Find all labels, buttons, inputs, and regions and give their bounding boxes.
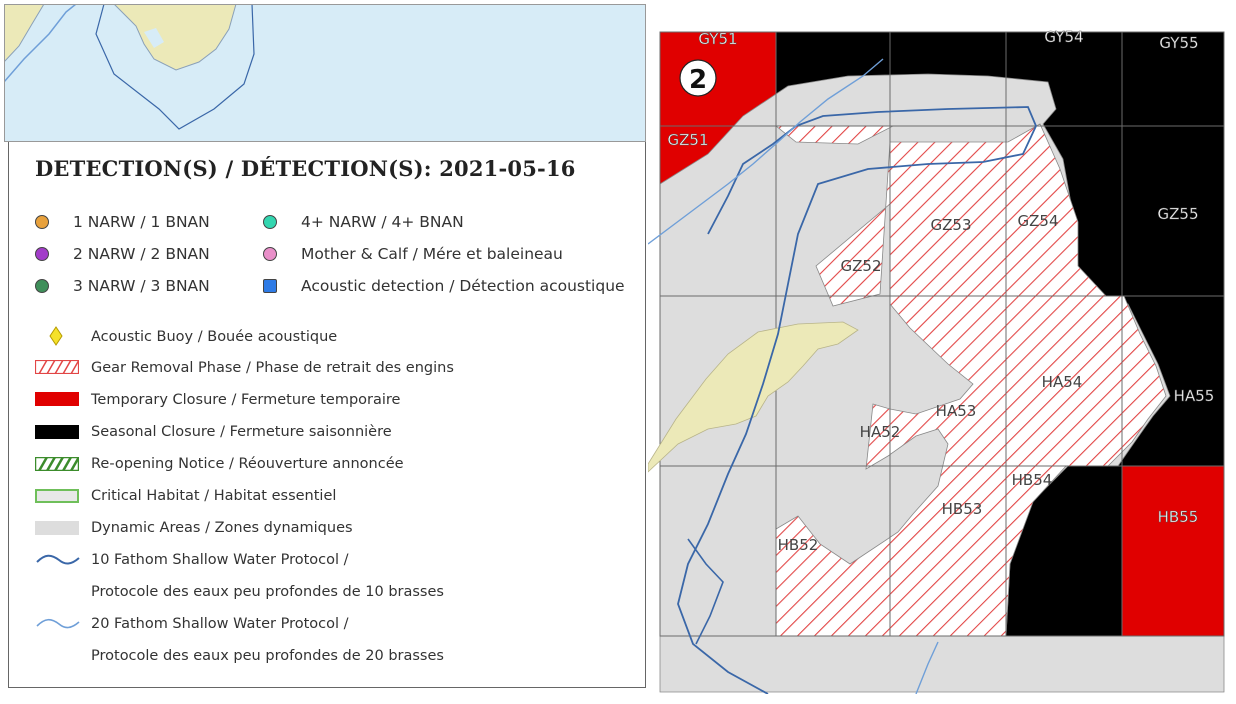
detection-mother-calf-label: Mother & Calf / Mére et baleineau	[301, 245, 563, 263]
fathom-20-line-icon	[35, 616, 81, 632]
detection-4plus-narw-label: 4+ NARW / 4+ BNAN	[301, 213, 464, 231]
grid-label-hb52: HB52	[777, 536, 819, 554]
grid-label-gz55: GZ55	[1157, 205, 1199, 223]
grid-label-hb53: HB53	[941, 500, 983, 518]
grid-label-gy51: GY51	[698, 30, 738, 48]
grid-label-ha53: HA53	[935, 402, 977, 420]
map-legend	[8, 142, 646, 688]
dynamic-areas-swatch	[35, 521, 79, 535]
legend-title: DETECTION(S) / DÉTECTION(S): 2021-05-16	[35, 156, 576, 181]
grid-label-ha52: HA52	[859, 423, 901, 441]
fathom-20-label-fr: Protocole des eaux peu profondes de 20 brasses	[91, 648, 444, 664]
detection-mother-calf-dot	[263, 247, 277, 261]
grid-label-gy54: GY54	[1044, 28, 1084, 46]
grid-label-ha55: HA55	[1173, 387, 1215, 405]
main-map[interactable]	[648, 4, 1230, 694]
fathom-20-label: 20 Fathom Shallow Water Protocol /	[91, 616, 349, 632]
detection-acoustic-square	[263, 279, 277, 293]
acoustic-buoy-icon	[49, 326, 63, 346]
seasonal-closure-swatch	[35, 425, 79, 439]
inset-map[interactable]	[4, 4, 646, 142]
critical-habitat-label: Critical Habitat / Habitat essentiel	[91, 488, 337, 504]
temporary-closure-label: Temporary Closure / Fermeture temporaire	[91, 392, 401, 408]
reopening-notice-label: Re-opening Notice / Réouverture annoncée	[91, 456, 404, 472]
grid-label-ha54: HA54	[1041, 373, 1083, 391]
detection-3-narw-label: 3 NARW / 3 BNAN	[73, 277, 210, 295]
inset-water	[4, 4, 646, 142]
grid-label-gz54: GZ54	[1017, 212, 1059, 230]
gear-removal-label: Gear Removal Phase / Phase de retrait des engins	[91, 360, 454, 376]
detection-count-label: 2	[688, 65, 708, 95]
grid-label-gz53: GZ53	[930, 216, 972, 234]
gear-removal-swatch	[35, 360, 79, 374]
fathom-10-label-fr: Protocole des eaux peu profondes de 10 brasses	[91, 584, 444, 600]
detection-1-narw-dot	[35, 215, 49, 229]
grid-label-hb55: HB55	[1157, 508, 1199, 526]
dynamic-areas-label: Dynamic Areas / Zones dynamiques	[91, 520, 353, 536]
detection-2-narw-dot	[35, 247, 49, 261]
grid-label-gz52: GZ52	[840, 257, 882, 275]
temporary-closure-hb55[interactable]	[1122, 466, 1224, 636]
fathom-10-line-icon	[35, 552, 81, 568]
seasonal-closure-label: Seasonal Closure / Fermeture saisonnière	[91, 424, 392, 440]
grid-label-gy55: GY55	[1159, 34, 1199, 52]
detection-1-narw-label: 1 NARW / 1 BNAN	[73, 213, 210, 231]
detection-acoustic-label: Acoustic detection / Détection acoustique	[301, 277, 625, 295]
fathom-10-label: 10 Fathom Shallow Water Protocol /	[91, 552, 349, 568]
acoustic-buoy-label: Acoustic Buoy / Bouée acoustique	[91, 329, 338, 345]
reopening-notice-swatch	[35, 457, 79, 471]
critical-habitat-swatch	[35, 489, 79, 503]
grid-label-gz51: GZ51	[667, 131, 709, 149]
detection-2-narw-label: 2 NARW / 2 BNAN	[73, 245, 210, 263]
detection-3-narw-dot	[35, 279, 49, 293]
temporary-closure-swatch	[35, 392, 79, 406]
grid-label-hb54: HB54	[1011, 471, 1053, 489]
detection-4plus-narw-dot	[263, 215, 277, 229]
